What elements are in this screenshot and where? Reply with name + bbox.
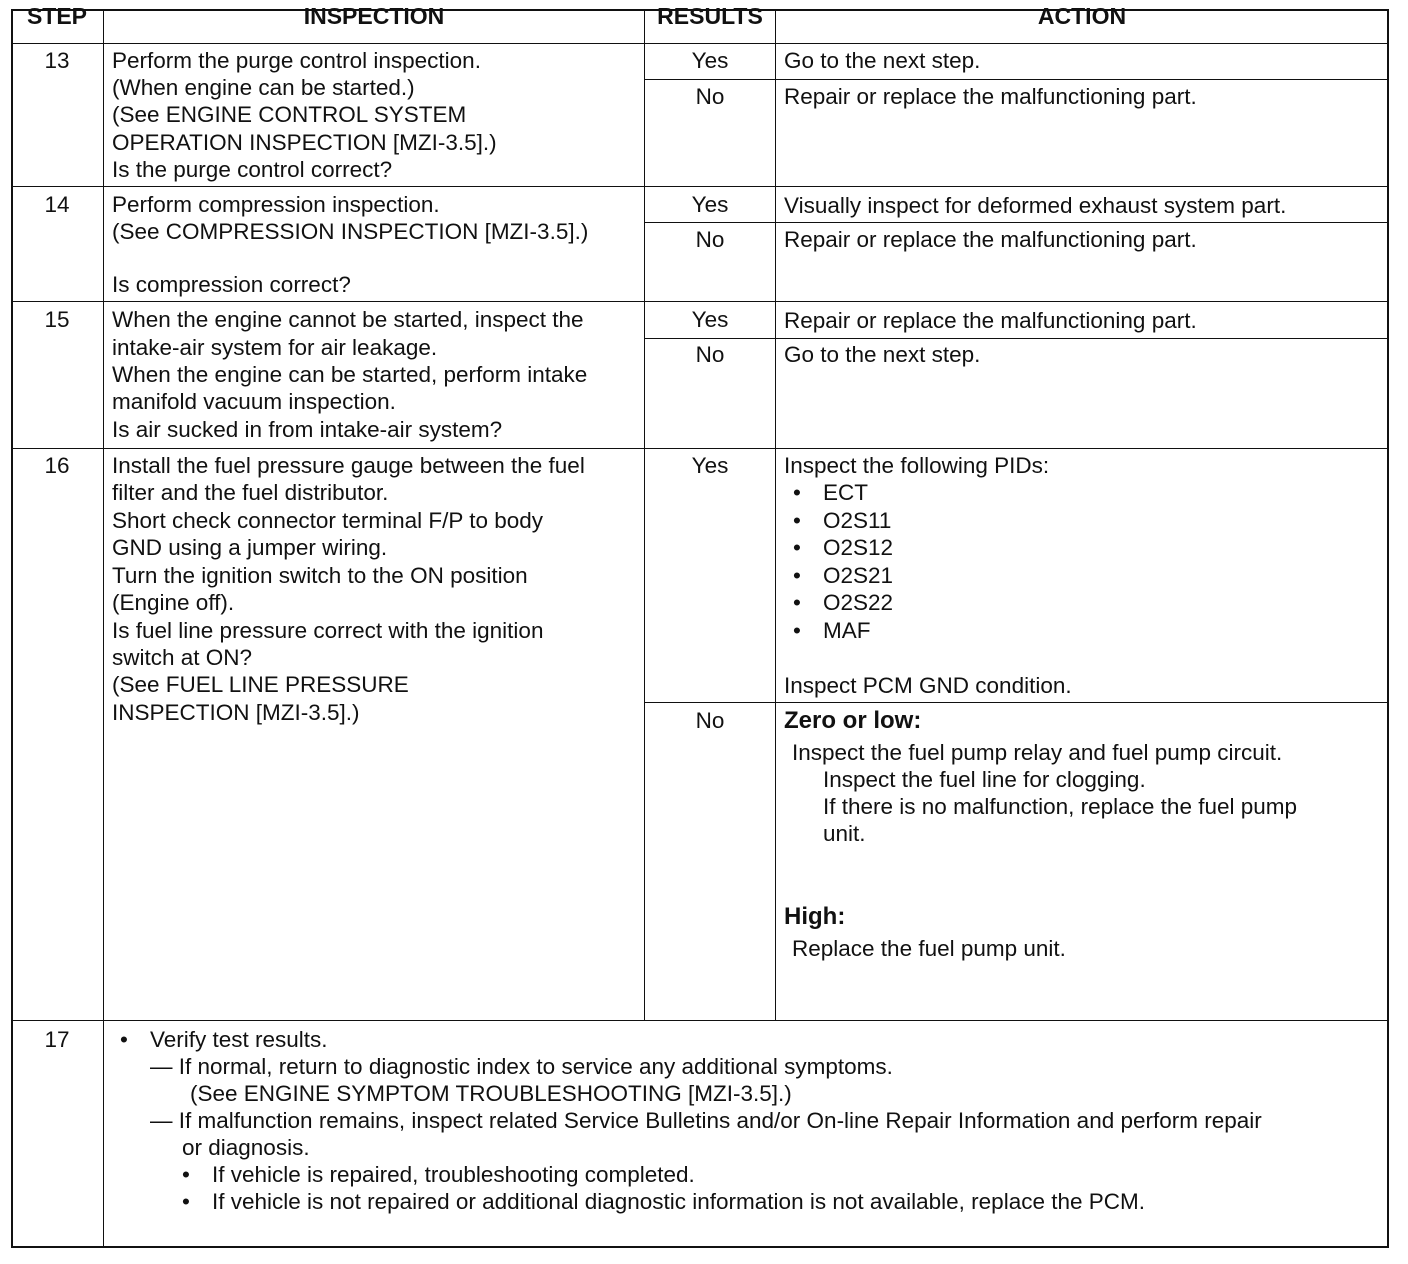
inspection-line: When the engine can be started, perform intake <box>112 362 588 387</box>
step-number: 17 <box>44 1027 70 1052</box>
result-divider-15 <box>645 338 1389 339</box>
action-text: Go to the next step. <box>784 342 981 367</box>
pid-item: • MAF <box>823 617 871 644</box>
verify-bullet: • Verify test results. <box>150 1026 328 1053</box>
header-divider <box>11 43 1389 44</box>
pid-item: • O2S11 <box>823 507 891 534</box>
result-no: No <box>695 84 725 109</box>
header-results: RESULTS <box>657 3 763 29</box>
inspection-line: Perform the purge control inspection. <box>112 48 481 73</box>
dash-sub: (See ENGINE SYMPTOM TROUBLESHOOTING [MZI-3.5].) <box>190 1081 792 1106</box>
pid-item: • O2S21 <box>823 562 893 589</box>
action-text: Repair or replace the malfunctioning part. <box>784 84 1197 109</box>
step-number: 16 <box>44 453 70 478</box>
high-heading: High: <box>784 903 846 930</box>
action-text: Visually inspect for deformed exhaust system part. <box>784 193 1287 218</box>
inspection-line: Is fuel line pressure correct with the ignition <box>112 618 544 643</box>
dash-item: — If normal, return to diagnostic index to service any additional symptoms. <box>150 1054 893 1079</box>
inspection-line: Is air sucked in from intake-air system? <box>112 417 503 442</box>
inspection-line: Turn the ignition switch to the ON position <box>112 563 528 588</box>
header-step: STEP <box>26 3 88 29</box>
zero-low-heading: Zero or low: <box>784 707 922 734</box>
result-divider-13 <box>645 79 1389 80</box>
inspection-line: (See FUEL LINE PRESSURE <box>112 672 409 697</box>
inspection-line: (When engine can be started.) <box>112 75 415 100</box>
sub-bullet: • If vehicle is repaired, troubleshooting completed. <box>212 1161 695 1188</box>
row-divider-16 <box>11 1020 1389 1021</box>
action-text: Inspect the fuel pump relay and fuel pump circuit. <box>792 740 1283 765</box>
inspection-line: (See ENGINE CONTROL SYSTEM <box>112 102 467 127</box>
dash-cont: or diagnosis. <box>182 1135 310 1160</box>
inspection-line: (Engine off). <box>112 590 235 615</box>
result-no: No <box>695 227 725 252</box>
result-yes: Yes <box>691 48 729 73</box>
pid-item: • ECT <box>823 479 868 506</box>
action-text: Repair or replace the malfunctioning part. <box>784 308 1197 333</box>
header-inspection: INSPECTION <box>303 3 445 29</box>
pid-item: • O2S22 <box>823 589 893 616</box>
row-divider-13 <box>11 186 1389 187</box>
result-no: No <box>695 708 725 733</box>
action-text: Go to the next step. <box>784 48 981 73</box>
inspection-line: filter and the fuel distributor. <box>112 480 389 505</box>
inspection-line: Perform compression inspection. <box>112 192 440 217</box>
result-yes: Yes <box>691 307 729 332</box>
row-divider-15 <box>11 448 1389 449</box>
column-divider-inspection <box>644 9 645 1021</box>
action-text: unit. <box>823 821 866 846</box>
inspection-line: INSPECTION [MZI-3.5].) <box>112 700 360 725</box>
result-divider-14 <box>645 222 1389 223</box>
inspection-line: GND using a jumper wiring. <box>112 535 388 560</box>
result-no: No <box>695 342 725 367</box>
inspection-line: switch at ON? <box>112 645 253 670</box>
action-text: Repair or replace the malfunctioning part. <box>784 227 1197 252</box>
inspection-line: OPERATION INSPECTION [MZI-3.5].) <box>112 130 497 155</box>
inspection-line: manifold vacuum inspection. <box>112 389 396 414</box>
action-text: If there is no malfunction, replace the fuel pump <box>823 794 1298 819</box>
step-number: 14 <box>44 192 70 217</box>
pid-item: • O2S12 <box>823 534 893 561</box>
header-action: ACTION <box>1037 3 1127 29</box>
inspection-line: Is compression correct? <box>112 272 351 297</box>
pid-outro: Inspect PCM GND condition. <box>784 673 1072 698</box>
result-yes: Yes <box>691 453 729 478</box>
step-number: 13 <box>44 48 70 73</box>
inspection-line: intake-air system for air leakage. <box>112 335 438 360</box>
pid-intro: Inspect the following PIDs: <box>784 453 1050 478</box>
dash-item: — If malfunction remains, inspect related Service Bulletins and/or On-line Repair Information and perform repair <box>150 1108 1262 1133</box>
inspection-line: (See COMPRESSION INSPECTION [MZI-3.5].) <box>112 219 589 244</box>
inspection-line: Is the purge control correct? <box>112 157 393 182</box>
step-number: 15 <box>44 307 70 332</box>
action-text: Replace the fuel pump unit. <box>792 936 1066 961</box>
inspection-line: When the engine cannot be started, inspect the <box>112 307 584 332</box>
result-divider-16 <box>645 702 1389 703</box>
row-divider-14 <box>11 301 1389 302</box>
action-text: Inspect the fuel line for clogging. <box>823 767 1146 792</box>
inspection-line: Short check connector terminal F/P to body <box>112 508 544 533</box>
result-yes: Yes <box>691 192 729 217</box>
sub-bullet: • If vehicle is not repaired or additional diagnostic information is not available, replace the PCM. <box>212 1188 1145 1215</box>
column-divider-results <box>775 9 776 1021</box>
column-divider-step <box>103 9 104 1248</box>
inspection-line: Install the fuel pressure gauge between the fuel <box>112 453 585 478</box>
